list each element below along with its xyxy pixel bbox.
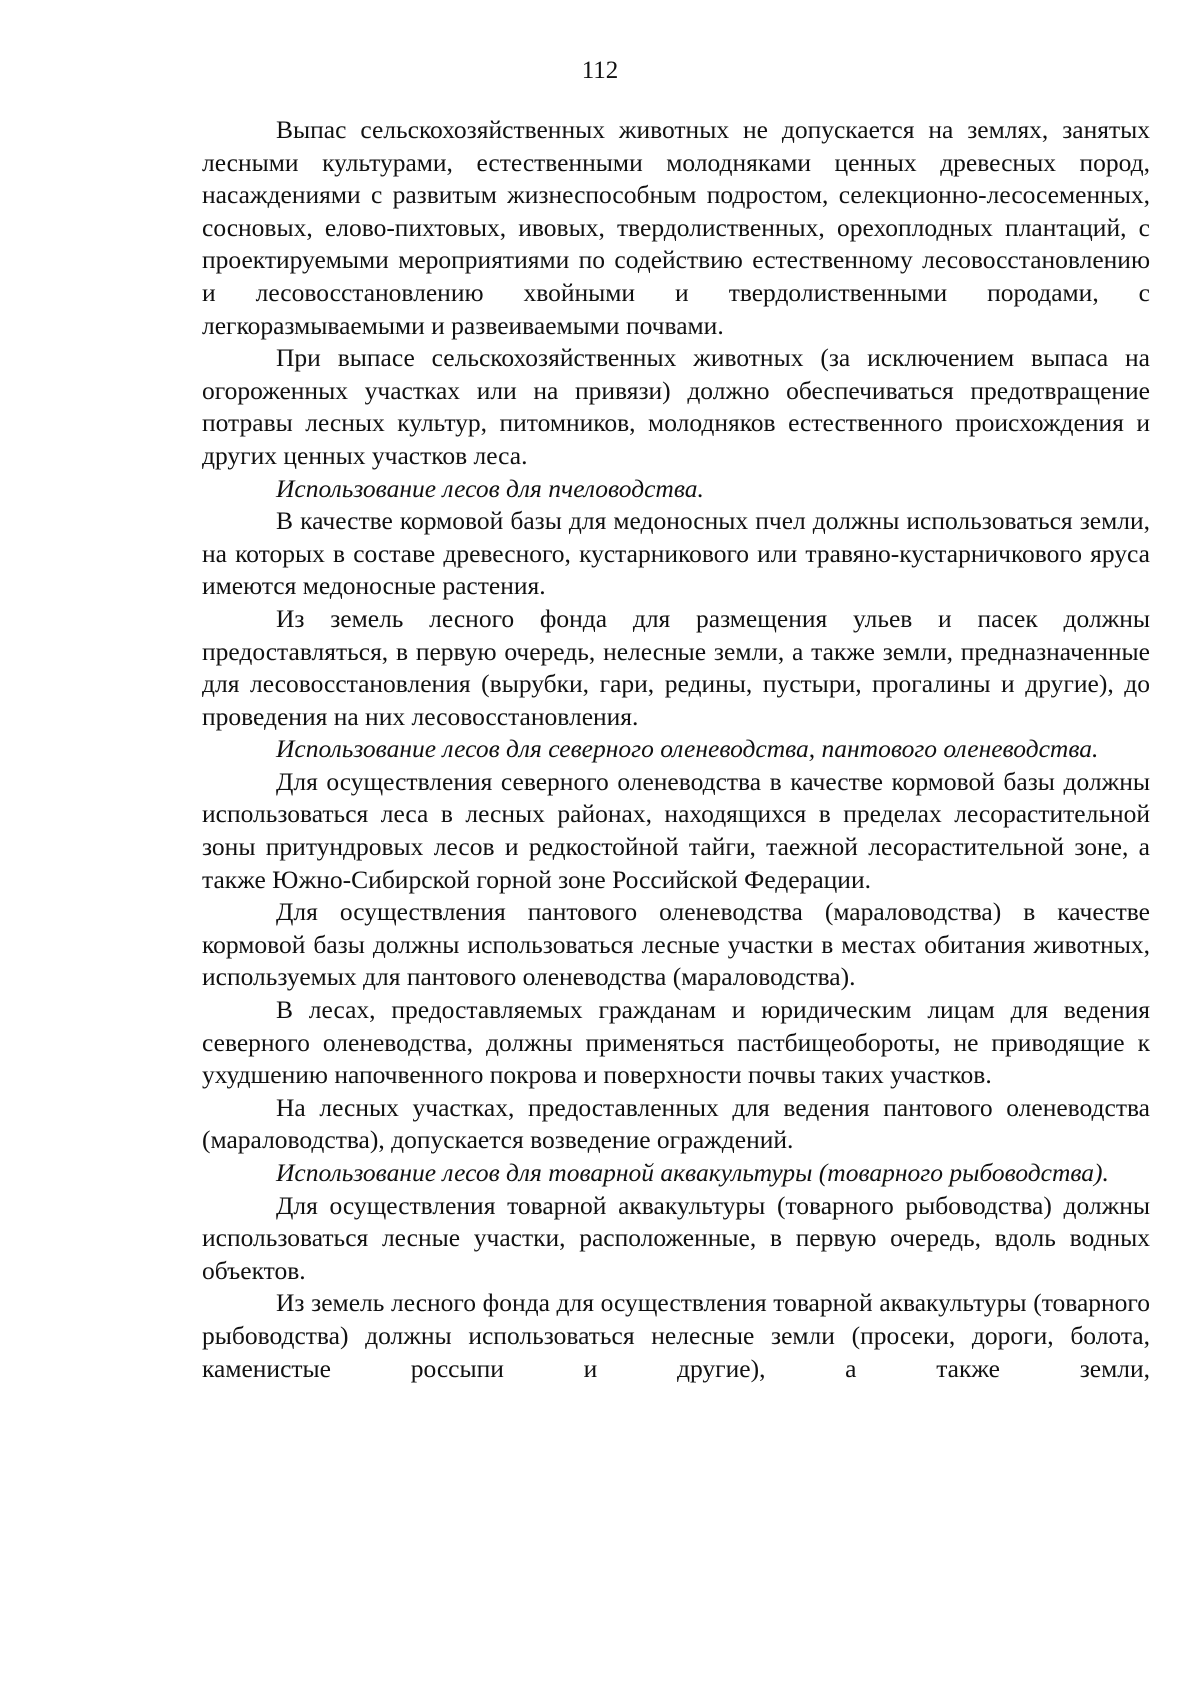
paragraph-grazing-protection: При выпасе сельскохозяйственных животных (за исключением выпаса на огороженных участках или на привязи) должно обеспечиваться предотвращение потравы лесных культур, питомников, молодняков естественного происхождения и других ценных участков леса. <box>202 343 1150 470</box>
section-heading-beekeeping: Использование лесов для пчеловодства. <box>276 473 704 503</box>
paragraph-fencing: На лесных участках, предоставленных для ведения пантового оленеводства (мараловодства), допускается возведение ограждений. <box>202 1092 1150 1155</box>
document-body <box>202 114 1150 1385</box>
paragraph-apiary-placement: Из земель лесного фонда для размещения ульев и пасек должны предоставляться, в первую очередь, нелесные земли, а также земли, предназначенные для лесовосстановления (вырубки, гари, редины, пустыри, прогалины и другие), до проведения на них лесовосстановления. <box>202 603 1150 731</box>
section-heading-aquaculture: Использование лесов для товарной аквакультуры (товарного рыбоводства). <box>276 1158 1109 1187</box>
paragraph-grazing-prohibition: Выпас сельскохозяйственных животных не допускается на землях, занятых лесными культурами, естественными молодняками ценных древесных пород, насаждениями с развитым жизнеспособным подростом, селекционно-лесосеменных, сосновых, елово-пихтовых, ивовых, твердолиственных, орехоплодных плантаций, с проектируемыми мероприятиями по содействию естественному лесовосстановлению и лесовосстановлению хвойными и твердолиственными породами, с легкоразмываемыми и развеиваемыми почвами. <box>202 115 1150 340</box>
paragraph-honey-forage-base: В качестве кормовой базы для медоносных пчел должны использоваться земли, на которых в составе древесного, кустарникового или травяно-кустарничкового яруса имеются медоносные растения. <box>202 506 1150 601</box>
paragraph-antler-reindeer: Для осуществления пантового оленеводства (мараловодства) в качестве кормовой базы должны использоваться лесные участки в местах обитания животных, используемых для пантового оленеводства (мараловодства). <box>202 897 1150 992</box>
paragraph-northern-reindeer: Для осуществления северного оленеводства в качестве кормовой базы должны использоваться леса в лесных районах, находящихся в пределах лесорастительной зоны притундровых лесов и редкостойной тайги, таежной лесорастительной зоне, а также Южно-Сибирской горной зоне Российской Федерации. <box>202 766 1150 894</box>
paragraph-aquaculture-lands: Из земель лесного фонда для осуществления товарной аквакультуры (товарного рыбоводства) должны использоваться нелесные земли (просеки, дороги, болота, каменистые россыпи и другие), а также земли, <box>202 1288 1150 1383</box>
paragraph-aquaculture-sites: Для осуществления товарной аквакультуры (товарного рыбоводства) должны использоваться лесные участки, расположенные, в первую очередь, вдоль водных объектов. <box>202 1190 1150 1285</box>
section-heading-reindeer-herding: Использование лесов для северного оленеводства, пантового оленеводства. <box>276 734 1099 764</box>
page-number: 112 <box>581 57 619 84</box>
paragraph-pasture-rotation: В лесах, предоставляемых гражданам и юридическим лицам для ведения северного оленеводства, должны применяться пастбищеобороты, не приводящие к ухудшению напочвенного покрова и поверхности почвы таких участков. <box>202 995 1150 1090</box>
